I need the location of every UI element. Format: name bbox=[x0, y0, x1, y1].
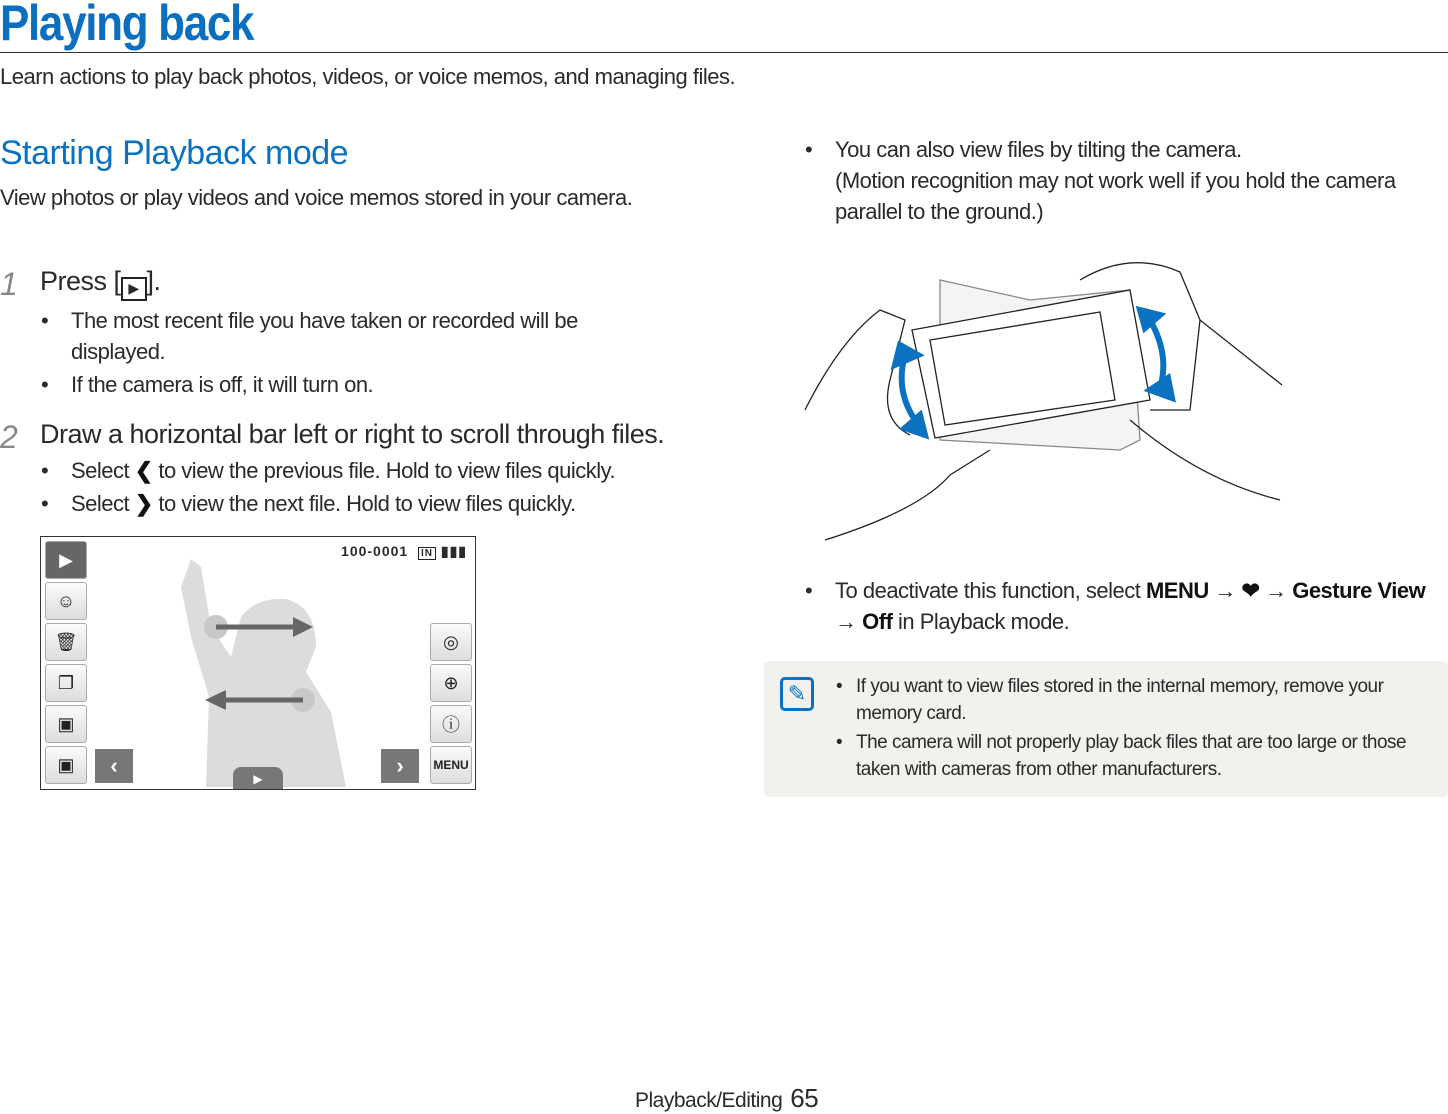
playback-icon: ▶ bbox=[121, 277, 147, 301]
tilting-camera-illustration bbox=[800, 260, 1290, 545]
bullet: • The most recent file you have taken or recorded will be displayed. bbox=[71, 305, 631, 367]
edit-button[interactable]: ▣ bbox=[45, 705, 87, 743]
note-icon: ✎ bbox=[780, 677, 814, 711]
chevron-left-icon: ❮ bbox=[134, 458, 153, 483]
bullet: • Select ❯ to view the next file. Hold to view files quickly. bbox=[71, 488, 576, 519]
title-divider bbox=[0, 52, 1448, 53]
bullet: • To deactivate this function, select MENU → ❤ → Gesture View → Off in Playback mode. bbox=[835, 575, 1435, 637]
heart-settings-icon: ❤ bbox=[1241, 578, 1260, 603]
page-title: Playing back bbox=[0, 0, 254, 51]
menu-button[interactable]: MENU bbox=[430, 746, 472, 784]
previous-file-button[interactable]: ‹ bbox=[95, 749, 133, 783]
gesture-off-button[interactable]: ⊕ bbox=[430, 664, 472, 702]
rotate-button[interactable]: ◎ bbox=[430, 623, 472, 661]
display-button[interactable]: ▣ bbox=[45, 746, 87, 784]
note-item: • If you want to view files stored in the internal memory, remove your memory card. bbox=[856, 673, 1436, 727]
info-button[interactable]: ⓘ bbox=[430, 705, 472, 743]
bullet: • If the camera is off, it will turn on. bbox=[71, 369, 373, 400]
bullet: • Select ❮ to view the previous file. Hold to view files quickly. bbox=[71, 455, 615, 486]
chevron-right-icon: ❯ bbox=[134, 491, 153, 516]
delete-button[interactable]: 🗑 bbox=[45, 623, 87, 661]
camera-screen bbox=[40, 536, 476, 790]
file-number: 100-0001 IN ▮▮▮ bbox=[341, 543, 467, 559]
section-title: Starting Playback mode bbox=[0, 134, 349, 172]
page-footer: Playback/Editing 65 bbox=[635, 1083, 819, 1113]
page-number: 65 bbox=[790, 1083, 819, 1113]
section-description: View photos or play videos and voice memos stored in your camera. bbox=[0, 185, 633, 210]
step-number: 1 bbox=[0, 266, 18, 302]
step-2 bbox=[0, 419, 700, 455]
next-file-button[interactable]: › bbox=[381, 749, 419, 783]
bullet: • You can also view files by tilting the camera. (Motion recognition may not work well if you hold the camera parallel to the ground.) bbox=[835, 134, 1435, 227]
slideshow-button[interactable]: ❐ bbox=[45, 664, 87, 702]
menu-icon: MENU bbox=[1145, 578, 1209, 603]
face-recognition-button[interactable]: ☺ bbox=[45, 582, 87, 620]
note-box bbox=[764, 661, 1448, 797]
note-item: • The camera will not properly play back files that are too large or those taken with cameras from other manufacturers. bbox=[856, 729, 1436, 783]
memory-icon: IN bbox=[418, 547, 436, 560]
step-number: 2 bbox=[0, 419, 18, 455]
battery-icon: ▮▮▮ bbox=[440, 543, 467, 559]
playback-mode-button[interactable]: ▶ bbox=[45, 541, 87, 579]
mode-tab[interactable]: ▶ bbox=[233, 767, 283, 790]
step-text: Draw a horizontal bar left or right to scroll through files. bbox=[40, 419, 665, 449]
step-text: Press [ bbox=[40, 266, 121, 296]
page-intro: Learn actions to play back photos, videos, or voice memos, and managing files. bbox=[0, 64, 736, 89]
step-1: 1 Press [ ▶ ]. bbox=[0, 266, 161, 302]
